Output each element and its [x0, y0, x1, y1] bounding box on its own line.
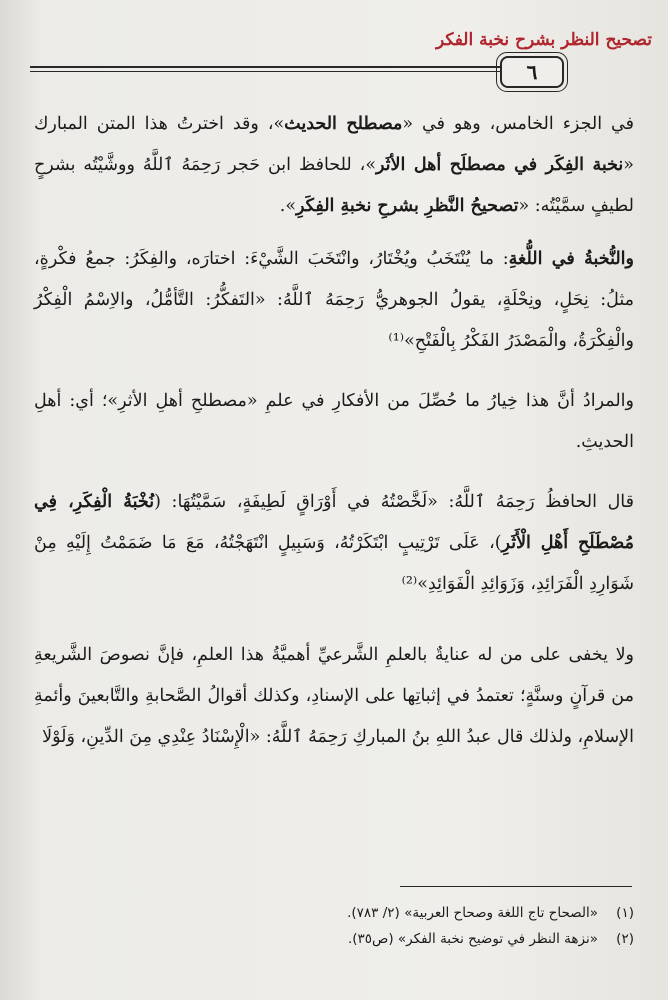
footnote-number: (١)	[616, 905, 634, 921]
paragraph	[34, 381, 634, 463]
text-run: في الجزء الخامس، وهو في «	[402, 114, 634, 134]
text-run: »، وقد اخترتُ هذا المتن المبارك «	[34, 114, 634, 175]
text-run: )، عَلَى تَرْتِيبٍ ابْتَكَرْتُهُ، وَسَبِيلٍ انْتَهَجْتُهُ، مَعَ مَا ضَمَمْتُ إِلَيْهِ مِنْ شَوَارِدِ الْفَرَائِدِ، وَزَوَائِدِ الْفَوَائِدِ»	[34, 533, 634, 594]
text-run: »، للحافظ ابن حَجر رَحِمَهُ ٱللَّهُ ووشَّيْتُه بشرحٍ لطيفٍ سمَّيْتُه: «	[34, 155, 634, 216]
footnote-separator	[400, 886, 632, 887]
page-number-frame	[500, 56, 564, 88]
footnotes	[34, 900, 634, 952]
body-text	[34, 104, 634, 758]
page-number: ٦	[526, 60, 538, 84]
bold-text: والنُّخبةُ في اللُّغةِ	[508, 249, 634, 269]
footnote	[34, 926, 634, 952]
text-run: قال الحافظُ رَحِمَهُ ٱللَّهُ: «لَخَّصْتُهُ في أَوْرَاقٍ لَطِيفَةٍ، سَمَّيْتُهَا: (	[154, 492, 634, 512]
text-run: ».	[279, 196, 297, 216]
paragraph	[34, 635, 634, 758]
paragraph	[34, 104, 634, 227]
footnote-text: «نزهة النظر في توضيح نخبة الفكر» (ص٣٥).	[347, 931, 598, 947]
paragraph	[34, 239, 634, 362]
header-rule-thin	[30, 71, 500, 72]
bold-text: نُخْبَةُ الْفِكَرِ، فِي مُصْطَلَحِ أَهْلِ الْأَثَرِ	[34, 492, 634, 553]
text-run: ⁽²⁾	[401, 574, 418, 594]
footnote-text: «الصحاح تاج اللغة وصحاح العربية» (٢/ ٧٨٣).	[347, 905, 598, 921]
text-run: والمرادُ أنَّ هذا خِيارُ ما حُصِّلَ من الأفكارِ في علمِ «مصطلحِ أهلِ الأثرِ»؛ أي: أهلِ الحديثِ.	[34, 391, 634, 452]
header-rule	[30, 66, 500, 68]
text-run: ⁽¹⁾	[388, 331, 405, 351]
paragraph	[34, 482, 634, 605]
text-run: ولا يخفى على من له عنايةٌ بالعلمِ الشَّرعيِّ أهميَّةُ هذا العلمِ، فإنَّ نصوصَ الشَّريعةِ من قرآنٍ وسنَّةٍ؛ تعتمدُ في إثباتِها على الإسنادِ، وكذلك أقوالُ الصَّحابةِ والتَّابعينَ وأئمةِ الإسلامِ، ولذلك قال عبدُ اللهِ بنُ المباركِ رَحِمَهُ ٱللَّهُ: «الْإِسْنَادُ عِنْدِي مِنَ الدِّينِ، وَلَوْلَا	[34, 645, 634, 747]
text-run: : ما يُنْتَخَبُ ويُخْتَارُ، وانْتَخَبَ الشَّيْءَ: اختارَه، والفِكَرُ: جمعُ فكْرةٍ، مثلُ: نِحَلٍ، ونِحْلَةٍ، يقولُ الجوهريُّ رَحِمَهُ ٱللَّهُ: «التَفكُّرُ: التَّأمُّلُ، والاِسْمُ الْفِكْرُ والْفِكْرَةُ، والْمَصْدَرُ الفَكْرُ بِالْفَتْحِ»	[34, 249, 634, 351]
bold-text: تصحيحُ النَّظرِ بشرحِ نخبةِ الفِكَرِ	[296, 196, 519, 216]
running-title: تصحيح النظر بشرح نخبة الفكر	[435, 30, 652, 50]
footnote-number: (٢)	[616, 931, 634, 947]
bold-text: نخبة الفِكَر في مصطلَح أهل الأثَر	[376, 155, 624, 175]
bold-text: مصطلح الحديث	[284, 114, 403, 134]
footnote	[34, 900, 634, 926]
